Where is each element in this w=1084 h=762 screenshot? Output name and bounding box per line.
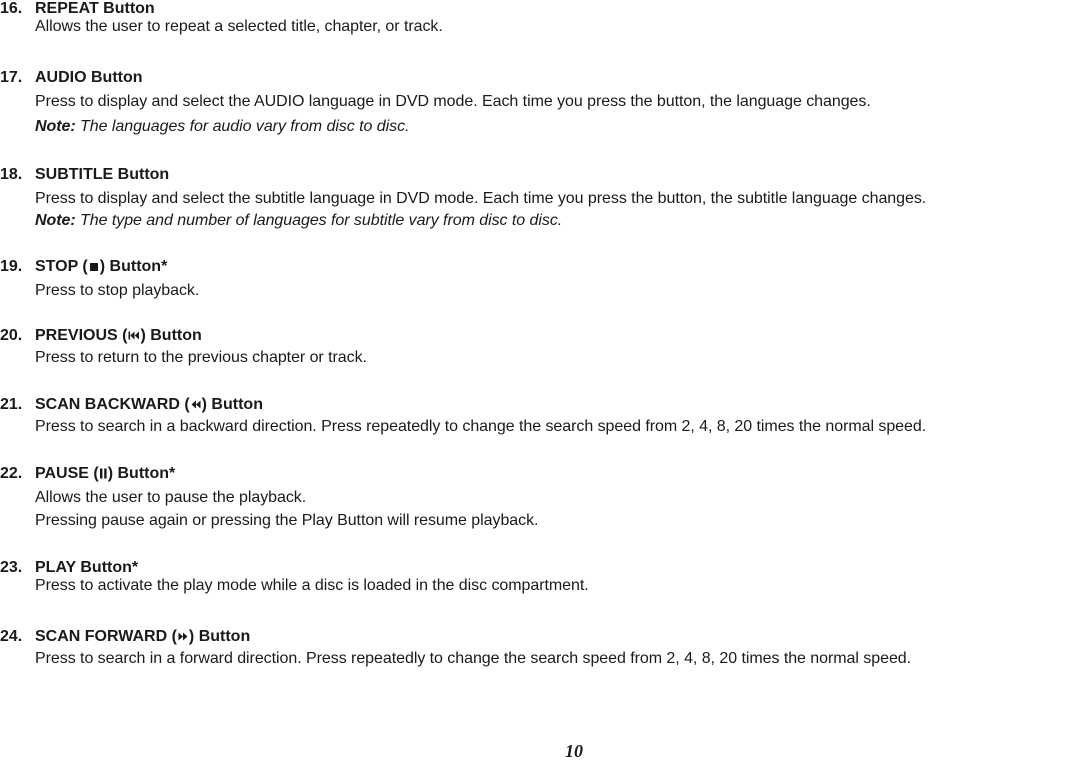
item-title: SUBTITLE Button <box>35 166 170 183</box>
item-description: Press to stop playback. <box>35 282 200 299</box>
item-title: REPEAT Button <box>35 0 155 17</box>
item-number: 22. <box>0 465 23 482</box>
item-description: Press to search in a forward direction. Press repeatedly to change the search speed from 2, 4, 8, 20 times the normal speed. <box>35 650 912 667</box>
item-number: 16. <box>0 0 23 17</box>
item-number: 24. <box>0 628 23 645</box>
title-text: PREVIOUS ( <box>35 327 128 344</box>
item-description: Press to display and select the subtitle language in DVD mode. Each time you press the button, the subtitle language changes. <box>35 190 927 207</box>
item-number: 23. <box>0 559 23 576</box>
title-text: ) Button* <box>99 258 168 275</box>
item-description: Allows the user to pause the playback. <box>35 489 307 506</box>
note-text: The languages for audio vary from disc to disc. <box>80 118 410 135</box>
item-number: 17. <box>0 69 23 86</box>
scan-backward-icon <box>190 397 202 415</box>
item-title: AUDIO Button <box>35 69 143 86</box>
title-text: SCAN FORWARD ( <box>35 628 177 645</box>
title-text: ) Button <box>140 327 202 344</box>
title-text: STOP ( <box>35 258 88 275</box>
title-text: ) Button <box>201 396 263 413</box>
item-number: 19. <box>0 258 23 275</box>
previous-icon <box>127 328 140 346</box>
title-text: PAUSE ( <box>35 465 99 482</box>
item-title <box>35 327 202 346</box>
item-number: 18. <box>0 166 23 183</box>
item-title <box>35 628 250 647</box>
page-number: 10 <box>565 741 583 761</box>
stop-icon <box>88 259 100 277</box>
item-title <box>35 465 175 484</box>
item-title <box>35 396 263 415</box>
item-description: Press to activate the play mode while a disc is loaded in the disc compartment. <box>35 577 589 594</box>
item-description: Pressing pause again or pressing the Play Button will resume playback. <box>35 512 539 529</box>
note-label: Note: <box>35 118 76 135</box>
note-label: Note: <box>35 212 76 229</box>
item-title <box>35 258 167 277</box>
item-description: Press to display and select the AUDIO language in DVD mode. Each time you press the button, the language changes. <box>35 93 871 110</box>
title-text: ) Button <box>188 628 251 645</box>
item-description: Press to return to the previous chapter or track. <box>35 349 367 366</box>
pause-icon <box>99 466 108 484</box>
item-description: Press to search in a backward direction. Press repeatedly to change the search speed from 2, 4, 8, 20 times the normal speed. <box>35 418 927 435</box>
item-title: PLAY Button* <box>35 559 139 576</box>
item-number: 21. <box>0 396 23 413</box>
title-text: ) Button* <box>107 465 176 482</box>
note-text: The type and number of languages for subtitle vary from disc to disc. <box>80 212 563 229</box>
item-description: Allows the user to repeat a selected title, chapter, or track. <box>35 18 443 35</box>
scan-forward-icon <box>177 629 189 647</box>
item-note <box>35 118 409 136</box>
item-note <box>35 212 562 230</box>
item-number: 20. <box>0 327 23 344</box>
title-text: SCAN BACKWARD ( <box>35 396 190 413</box>
